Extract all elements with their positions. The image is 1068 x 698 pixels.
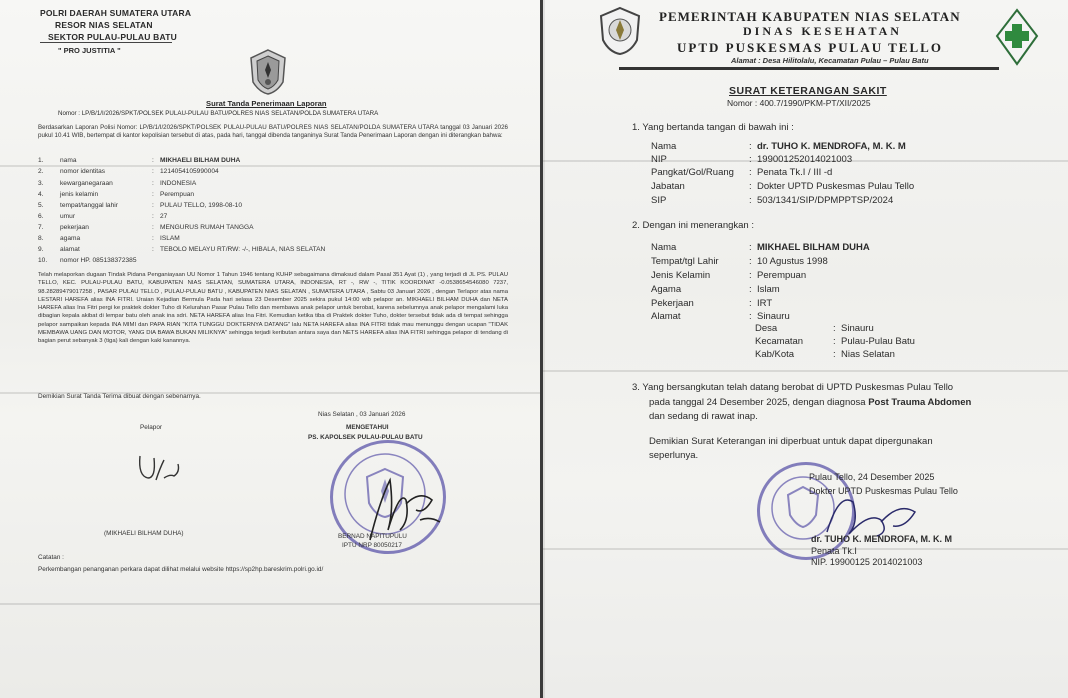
- section-3-line-1: 3. Yang bersangkutan telah datang berobat di UPTD Puskesmas Pulau Tello: [632, 382, 954, 393]
- identity-row: 8. agama : ISLAM: [38, 235, 180, 242]
- reporter-name: (MIKHAELI BILHAM DUHA): [104, 530, 184, 537]
- certificate-title: SURAT KETERANGAN SAKIT: [729, 85, 887, 97]
- reporter-label: Pelapor: [140, 424, 163, 431]
- signer-row: NIP : 199001252014021003: [651, 154, 853, 165]
- identity-row: 9. alamat : TEBOLO MELAYU RT/RW: -/-, HIBALA, NIAS SELATAN: [38, 246, 326, 253]
- paper-edge: [543, 0, 545, 698]
- patient-row: Alamat : Sinauru: [651, 311, 790, 322]
- notes-text: Perkembangan penanganan perkara dapat dilihat melalui website https://sp2hp.bareskrim.polri.go.id/: [38, 566, 324, 573]
- identity-row: 4. jenis kelamin : Perempuan: [38, 191, 195, 198]
- paper-fold: [0, 603, 540, 605]
- report-narrative: Telah melaporkan dugaan Tindak Pidana Penganiayaan UU Nomor 1 Tahun 1946 tentang KUHP sebagaimana dimaksud dalam Pasal 351 Ayat (1) , yang terjadi di JL PS. PULAU TELLO, KEC. PULAU-PULAU BATU, KABUPATEN NIAS SELATAN, SUMATERA UTARA, INDONESIA, RT -, RW -, TITIK KOORDINAT -0.0538654546080 7237, 98.28289479017258 , PASAR PULAU TELLO , PULAU-PULAU BATU , KABUPATEN NIAS SELATAN , SUMATERA UTARA , Sabtu 03 Januari 2026 , dengan Terlapor atas nama LESTARI HAREFA alias INA FITRI. Uraian Kejadian Bermula Pada hari selasa 23 Desember 2025 sekira pukul 14:00 wib pelapor an. MIKHAELI BILHAM DUHA dan NETA HAREFA alias Ina Fitri pergi ke praktek dokter Tuho di Kelurahan Pasar Pulau Tello dan membawa anak pelapor untuk berobat, karena sebelumnya anak pelapor mengalami luka dibagian kepala akibat di lempar batu oleh anak ina sdri. NETA HAREFA alias Ina Fitri. Kemudian ketika tiba di Praktek dokter Tuho, dokter tersebut tidak ada di tempat sehingga pelapor sampaikan kepada INA MIMI dan PAPA RIAN "KITA TUNGGU DOKTERNYA DATANG" lalu NETA HAREFA alias INA FITRI tidak mau menunggu dengan ucapan "TIDAK MEMBAWA UANG DAN MOTOR, YANG DIA BAWA BUKAN MILIKNYA" sehingga terjadi keributan antara saya dan NETS HAREFA alias INA FITRI sehingga pelapor di tendang di bagian perut sebanyak 3 (tiga) kali dengan kaki kanannya.: [38, 272, 508, 345]
- motto: " PRO JUSTITIA ": [58, 46, 121, 55]
- place-date: Pulau Tello, 24 Desember 2025: [809, 472, 935, 482]
- district-logo-icon: [597, 6, 643, 56]
- address-sub-row: Kecamatan : Pulau-Pulau Batu: [755, 336, 915, 347]
- section-2-label: 2. Dengan ini menerangkan :: [632, 220, 754, 231]
- agency-line-2: RESOR NIAS SELATAN: [55, 20, 153, 30]
- police-emblem-icon: [247, 48, 289, 96]
- closing-line-1: Demikian Surat Keterangan ini diperbuat untuk dapat dipergunakan: [649, 436, 933, 447]
- unit-header: UPTD PUSKESMAS PULAU TELLO: [677, 40, 943, 55]
- place-date: Nias Selatan , 03 Januari 2026: [318, 411, 406, 418]
- section-3-line-2: pada tanggal 24 Desember 2025, dengan diagnosa Post Trauma Abdomen: [649, 397, 972, 408]
- identity-row: 2. nomor identitas : 1214054105990004: [38, 168, 219, 175]
- patient-row: Nama : MIKHAEL BILHAM DUHA: [651, 242, 870, 253]
- officer-name: BERNAD NAPITUPULU: [338, 533, 407, 540]
- patient-row: Jenis Kelamin : Perempuan: [651, 270, 807, 281]
- certificate-number: Nomor : 400.7/1990/PKM-PT/XII/2025: [727, 98, 871, 108]
- address-line: Alamat : Desa Hilitolalu, Kecamatan Pulau – Pulau Batu: [731, 56, 929, 65]
- report-number: Nomor : LP/B/1/I/2026/SPKT/POLSEK PULAU-PULAU BATU/POLRES NIAS SELATAN/POLDA SUMATERA UTARA: [58, 110, 379, 117]
- medical-certificate-document: [543, 0, 1068, 698]
- patient-row: Tempat/tgl Lahir : 10 Agustus 1998: [651, 256, 828, 267]
- signer-row: Jabatan : Dokter UPTD Puskesmas Pulau Tello: [651, 181, 915, 192]
- document-title: Surat Tanda Penerimaan Laporan: [206, 99, 327, 108]
- signer-row: Nama : dr. TUHO K. MENDROFA, M. K. M: [651, 141, 906, 152]
- signer-name: dr. TUHO K. MENDROFA, M. K. M: [811, 534, 952, 544]
- health-cross-logo-icon: [995, 8, 1039, 66]
- patient-row: Agama : Islam: [651, 284, 780, 295]
- address-sub-row: Desa : Sinauru: [755, 323, 874, 334]
- department-header: DINAS KESEHATAN: [743, 24, 902, 38]
- closing-line-2: seperlunya.: [649, 450, 699, 461]
- identity-row: 10. nomor HP. 085138372385: [38, 257, 137, 264]
- signer-rank: Penata Tk.I: [811, 546, 857, 556]
- government-header: PEMERINTAH KABUPATEN NIAS SELATAN: [659, 9, 961, 24]
- signer-row: SIP : 503/1341/SIP/DPMPPTSP/2024: [651, 195, 894, 206]
- closing-statement: Demikian Surat Tanda Terima dibuat dengan sebenarnya.: [38, 393, 201, 400]
- signer-position: Dokter UPTD Puskesmas Pulau Tello: [809, 486, 958, 496]
- signer-nip: NIP. 19900125 2014021003: [811, 557, 923, 567]
- identity-row: 1. nama : MIKHAELI BILHAM DUHA: [38, 157, 241, 164]
- agency-line-1: POLRI DAERAH SUMATERA UTARA: [40, 8, 192, 18]
- section-3-line-3: dan sedang di rawat inap.: [649, 411, 758, 422]
- officer-id: IPTU NRP 80050217: [342, 542, 402, 549]
- header-underline: [40, 42, 172, 43]
- knowing-office: PS. KAPOLSEK PULAU-PULAU BATU: [308, 434, 423, 441]
- signer-row: Pangkat/Gol/Ruang : Penata Tk.I / III -d: [651, 167, 833, 178]
- identity-row: 5. tempat/tanggal lahir : PULAU TELLO, 1998-08-10: [38, 202, 242, 209]
- reporter-signature: [134, 450, 184, 486]
- paper-fold: [543, 370, 1068, 372]
- patient-row: Pekerjaan : IRT: [651, 298, 773, 309]
- identity-row: 3. kewarganegaraan : INDONESIA: [38, 180, 197, 187]
- report-intro: Berdasarkan Laporan Polisi Nomor: LP/B/1/I/2026/SPKT/POLSEK PULAU-PULAU BATU/POLRES NIAS SELATAN/POLDA SUMATERA UTARA tanggal 03 Januari 2026 pukul 10.41 WIB, bertempat di kantor kepolisian tersebut di atas, pada hari, tanggal dibenda tanganinya Surat Tanda Penerimaan Laporan dengan ini diterangkan bahwa:: [38, 124, 508, 140]
- identity-row: 7. pekerjaan : MENGURUS RUMAH TANGGA: [38, 224, 254, 231]
- notes-label: Catatan :: [38, 554, 64, 561]
- agency-line-3: SEKTOR PULAU-PULAU BATU: [48, 32, 177, 42]
- letterhead-rule: [619, 67, 999, 70]
- address-sub-row: Kab/Kota : Nias Selatan: [755, 349, 895, 360]
- knowing-label: MENGETAHUI: [346, 424, 389, 431]
- identity-row: 6. umur : 27: [38, 213, 168, 220]
- section-1-label: 1. Yang bertanda tangan di bawah ini :: [632, 122, 794, 133]
